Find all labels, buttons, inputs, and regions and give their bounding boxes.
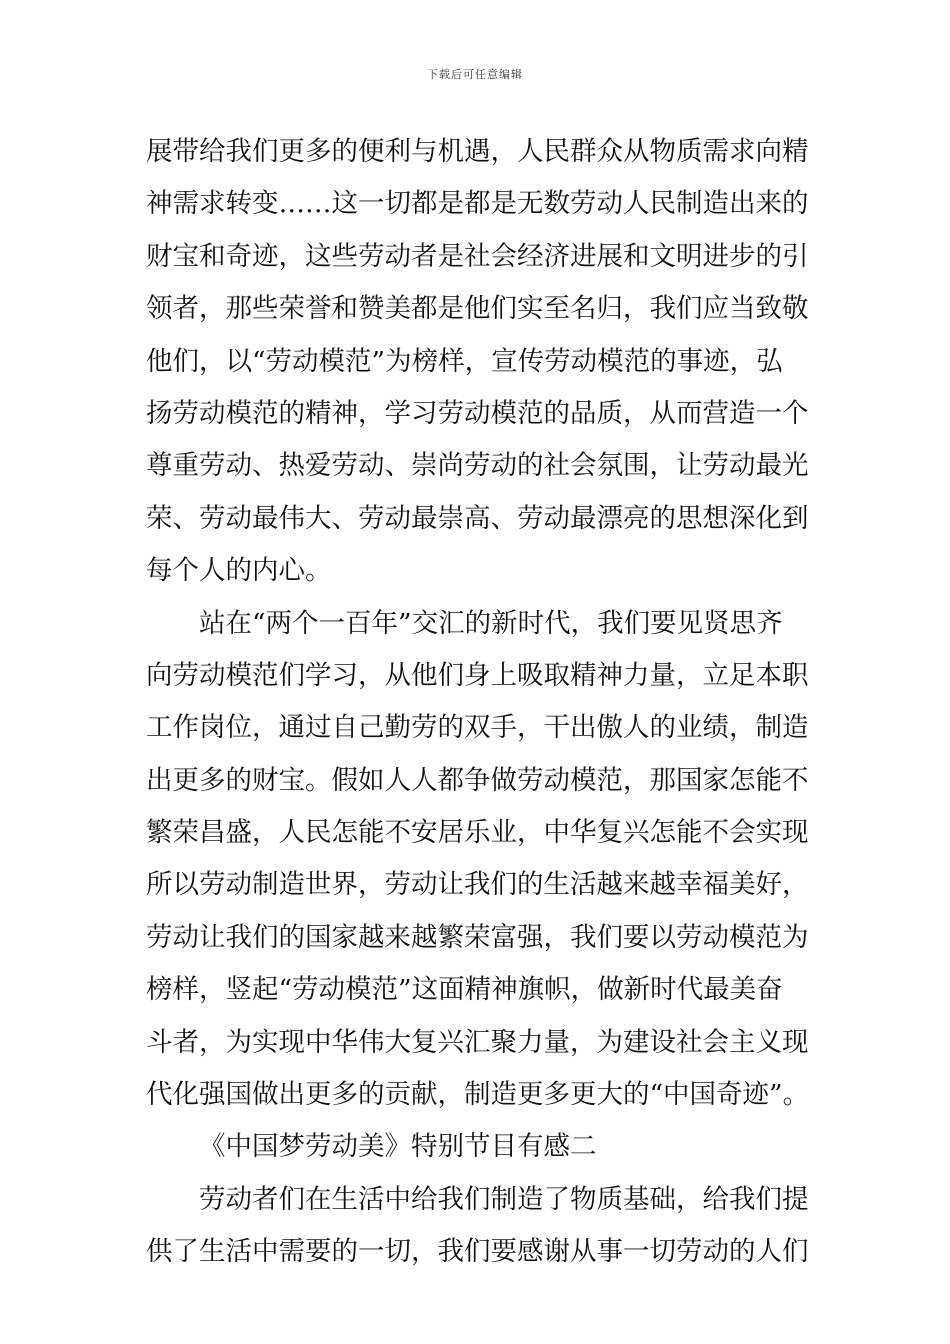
- text-line: 展带给我们更多的便利与机遇，人民群众从物质需求向精: [146, 136, 809, 167]
- text-line: 神需求转变……这一切都是都是无数劳动人民制造出来的: [146, 188, 809, 220]
- paragraph-first-line: 劳动者们在生活中给我们制造了物质基础，给我们提: [199, 1183, 809, 1215]
- text-line: 所以劳动制造世界，劳动让我们的生活越来越幸福美好，: [146, 869, 809, 901]
- text-line: 繁荣昌盛，人民怎能不安居乐业，中华复兴怎能不会实现: [146, 817, 809, 849]
- text-line: 斗者，为实现中华伟大复兴汇聚力量，为建设社会主义现: [146, 1026, 809, 1058]
- page-header-note: 下载后可任意编辑: [427, 68, 523, 81]
- text-line: 扬劳动模范的精神，学习劳动模范的品质，从而营造一个: [146, 397, 809, 429]
- text-line: 向劳动模范们学习，从他们身上吸取精神力量，立足本职: [146, 659, 809, 691]
- text-line: 榜样，竖起“劳动模范”这面精神旗帜，做新时代最美奋: [146, 974, 783, 1006]
- text-line: 他们，以“劳动模范”为榜样，宣传劳动模范的事迹，弘: [146, 345, 783, 377]
- paragraph-first-line: 站在“两个一百年”交汇的新时代，我们要见贤思齐: [199, 607, 783, 639]
- text-line: 尊重劳动、热爱劳动、崇尚劳动的社会氛围，让劳动最光: [146, 450, 809, 482]
- text-line: 出更多的财宝。假如人人都争做劳动模范，那国家怎能不: [146, 764, 809, 796]
- text-line: 领者，那些荣誉和赞美都是他们实至名归，我们应当致敬: [146, 293, 809, 325]
- text-line: 代化强国做出更多的贡献，制造更多更大的“中国奇迹”。: [146, 1079, 810, 1111]
- text-line: 荣、劳动最伟大、劳动最崇高、劳动最漂亮的思想深化到: [146, 502, 809, 534]
- text-line: 供了生活中需要的一切，我们要感谢从事一切劳动的人们: [146, 1236, 809, 1268]
- text-line: 劳动让我们的国家越来越繁荣富强，我们要以劳动模范为: [146, 921, 809, 953]
- text-line: 工作岗位，通过自己勤劳的双手，干出傲人的业绩，制造: [146, 712, 809, 744]
- text-line: 每个人的内心。: [146, 555, 332, 587]
- text-line: 财宝和奇迹，这些劳动者是社会经济进展和文明进步的引: [146, 240, 809, 272]
- document-body: [146, 126, 811, 1279]
- section-heading: 《中国梦劳动美》特别节目有感二: [199, 1131, 597, 1163]
